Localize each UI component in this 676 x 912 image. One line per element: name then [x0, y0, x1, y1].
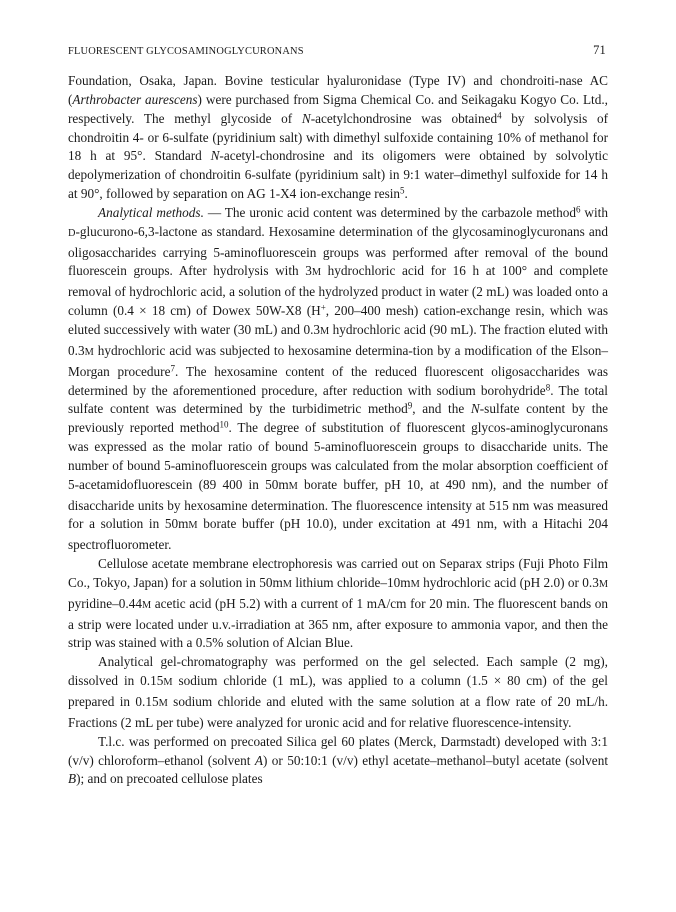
text-run: sodium chloride and eluted with the same solution at a flow rate of 20 mL/h. Fractions (2 mL per tube) were analyzed for uronic acid and for relative fluorescence-intensity. — [68, 694, 609, 730]
text-run: pyridine–0.44 — [68, 595, 142, 611]
citation: 5 — [400, 185, 405, 196]
citation: 8 — [545, 382, 551, 392]
text-run: N — [470, 401, 480, 417]
paragraph-materials — [68, 72, 608, 204]
text-run: M — [311, 267, 322, 279]
text-run: M — [158, 698, 168, 709]
text-run: Arthrobacter aurescens — [72, 91, 198, 107]
text-run: ); and on precoated cellulose plates — [76, 771, 263, 787]
page-header — [68, 43, 606, 58]
text-run: ) were purchased from Sigma Chemical Co. and Seikagaku Kogyo Co. Ltd., respectively. The methyl glycoside of — [68, 91, 608, 126]
text-run: M — [598, 578, 609, 590]
text-run: acetic acid (pH 5.2) with a current of 1 mA/cm for 20 min. The fluorescent bands on a strip were located under u.v.-irradiation at 365 nm, after exposure to ammonia vapor, and then the strip was stained with a 0.5% solution of Alcian Blue. — [68, 595, 608, 651]
text-run: — The uronic acid content was determined by the carbazole method — [203, 204, 576, 220]
text-run: -acetylchondrosine was obtained — [310, 110, 498, 126]
text-run: . The hexosamine content of the reduced fluorescent oligosaccharides was determined by the aforementioned procedure, after reduction with sodium borohydride — [68, 363, 608, 398]
text-run: with — [580, 204, 608, 220]
text-run: lithium chloride–10m — [291, 574, 411, 590]
paragraph-gel-chromatography — [68, 653, 608, 732]
text-run: hydrochloric acid (pH 2.0) or 0.3 — [419, 574, 599, 590]
text-run: + — [320, 302, 326, 313]
text-run: sodium chloride (1 mL), was applied to a column (1.5 × 80 cm) of the gel prepared in 0.15 — [68, 673, 608, 709]
text-run: ) or 50:10:1 (v/v) ethyl acetate–methanol–butyl acetate (solvent — [262, 752, 608, 768]
text-run: -sulfate content by the previously reported method — [68, 401, 608, 436]
text-run: hydrochloric acid for 16 h at 100° and complete removal of hydrochloric acid, a solution of the hydrolyzed product in water (2 mL) was loaded onto a column (0.4 × 18 cm) of Dowex 50W-X8 (H — [68, 263, 608, 319]
text-run: B — [68, 771, 77, 787]
text-run: borate buffer (pH 10.0), under excitation at 491 nm, with a Hitachi 204 spectrofluorometer. — [68, 516, 608, 553]
text-run: Foundation, Osaka, Japan. Bovine testicular hyaluronidase (Type IV) and chondroiti-nase AC ( — [68, 73, 608, 107]
text-run: M — [320, 325, 330, 337]
text-run: . The degree of substitution of fluorescent glycos-aminoglycuronans was expressed as the molar ratio of bound 5-aminofluorescein groups to disaccharide units. The number of bound 5-aminofluorescein groups was calculated from the molar absorption coefficient of 5-acetamidofluorescein (89 400 in 50m — [68, 420, 608, 492]
text-run: , and the — [412, 401, 471, 417]
text-run: M — [282, 578, 292, 590]
text-run: T.l.c. was performed on precoated Silica gel 60 plates (Merck, Darmstadt) developed with 3:1 (v/v) chloroform–ethanol (solvent — [68, 733, 608, 768]
text-run: by solvolysis of chondroitin 4- or 6-sulfate (pyridinium salt) with dimethyl sulfoxide containing 10% of methanol for 18 h at 95°. Standard — [68, 110, 608, 164]
text-run: . The total sulfate content was determined by the turbidimetric method — [68, 382, 608, 417]
citation: 4 — [497, 110, 502, 121]
text-run: hydrochloric acid (90 mL). The fraction eluted with 0.3 — [68, 321, 608, 358]
citation: 10 — [219, 419, 229, 430]
paragraph-electrophoresis — [68, 555, 608, 653]
text-run: Analytical gel-chromatography was performed on the gel selected. Each sample (2 mg), dissolved in 0.15 — [68, 654, 608, 689]
running-title: FLUORESCENT GLYCOSAMINOGLYCURONANS — [68, 46, 304, 57]
body-text — [68, 72, 608, 789]
text-run: Cellulose acetate membrane electrophoresis was carried out on Separax strips (Fuji Photo Film Co., Tokyo, Japan) for a solution in 50m — [68, 556, 608, 590]
text-run: N — [301, 110, 311, 126]
text-run: M — [288, 480, 298, 492]
citation: 9 — [407, 400, 413, 411]
page-number: 71 — [593, 43, 606, 57]
citation: 6 — [575, 204, 581, 215]
text-run: -glucurono-6,3-lactone as standard. Hexosamine determination of the glycosaminoglycuronans and oligosaccharides carrying 5-aminofluorescein groups was performed after removal of the bound fluorescein groups. After hydrolysis with 3 — [68, 223, 608, 279]
citation: 7 — [170, 363, 175, 374]
text-run: M — [141, 599, 152, 611]
text-run: A — [254, 752, 263, 768]
text-run: -acetyl-chondrosine and its oligomers were obtained by solvolytic depolymerization of chondroitin 6-sulfate (pyridinium salt) in 9:1 water–dimethyl sulfoxide for 14 h at 90°, followed by separation on AG 1-X4 ion-exchange resin — [68, 148, 608, 202]
text-run: . — [404, 186, 408, 202]
text-run: , 200–400 mesh) cation-exchange resin, which was eluted successively with water (30 mL) and 0.3 — [68, 303, 608, 337]
text-run: M — [84, 346, 94, 358]
paragraph-tlc — [68, 733, 608, 790]
text-run: M — [188, 520, 198, 532]
text-run: borate buffer, pH 10, at 490 nm), and the number of disaccharide units by hexosamine determination. The fluorescence intensity at 515 nm was measured for a solution in 50m — [68, 476, 608, 532]
text-run: N — [210, 148, 220, 164]
section-heading: Analytical methods. — [98, 204, 204, 220]
text-run: hydrochloric acid was subjected to hexosamine determina-tion by a modification of the Elson–Morgan procedure — [68, 342, 608, 379]
text-run: M — [410, 578, 420, 590]
paragraph-analytical-methods — [68, 204, 608, 555]
text-run: D — [68, 227, 76, 239]
text-run: M — [163, 677, 173, 689]
